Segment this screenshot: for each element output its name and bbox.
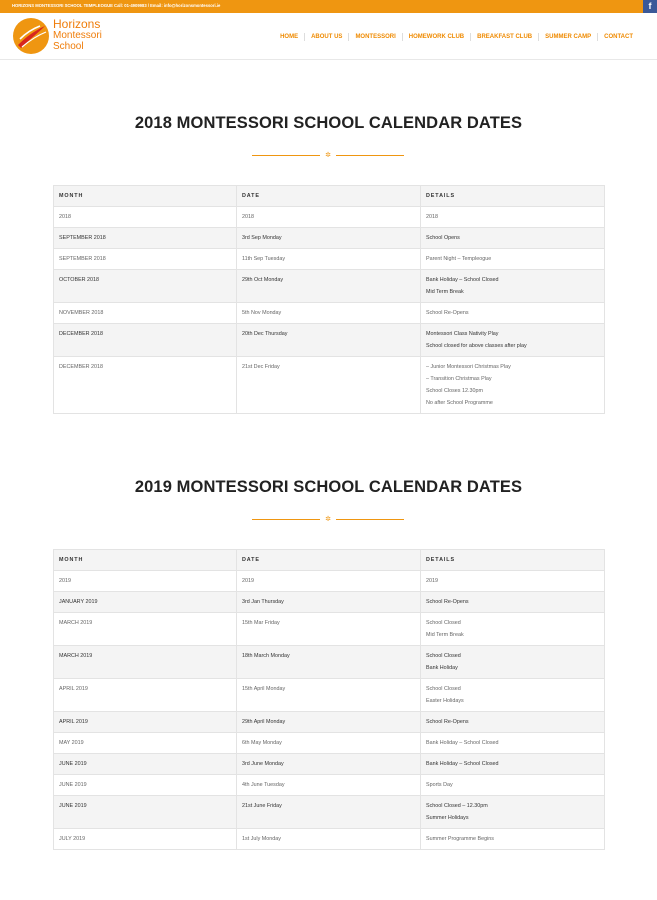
month-cell bbox=[54, 324, 237, 357]
date-cell bbox=[237, 303, 421, 324]
table-row bbox=[54, 270, 605, 303]
month-cell bbox=[54, 679, 237, 712]
date-cell-text: 18th March Monday bbox=[242, 653, 290, 659]
column-header-date: DATE bbox=[237, 186, 421, 207]
date-cell bbox=[237, 207, 421, 228]
month-cell-text: MARCH 2019 bbox=[59, 620, 93, 626]
table-row bbox=[54, 733, 605, 754]
details-cell bbox=[421, 571, 605, 592]
table-row bbox=[54, 228, 605, 249]
logo-line-2: Montessori bbox=[53, 30, 102, 41]
date-cell-text: 3rd June Monday bbox=[242, 761, 284, 767]
details-cell-text: School closed for above classes after play bbox=[426, 343, 527, 349]
facebook-icon[interactable]: f bbox=[643, 0, 657, 13]
month-cell-text: OCTOBER 2018 bbox=[59, 277, 100, 283]
date-cell-text: 5th Nov Monday bbox=[242, 310, 282, 316]
top-bar bbox=[0, 0, 657, 13]
month-cell bbox=[54, 592, 237, 613]
month-cell-text: JULY 2019 bbox=[59, 836, 86, 842]
month-cell bbox=[54, 796, 237, 829]
details-cell bbox=[421, 357, 605, 414]
nav-home[interactable]: HOME bbox=[280, 34, 299, 40]
table-row bbox=[54, 303, 605, 324]
month-cell bbox=[54, 733, 237, 754]
details-cell-text: 2019 bbox=[426, 578, 438, 584]
date-cell bbox=[237, 646, 421, 679]
details-cell bbox=[421, 613, 605, 646]
details-cell-text: School Re-Opens bbox=[426, 310, 469, 316]
section-title-2019: 2019 MONTESSORI SCHOOL CALENDAR DATES bbox=[134, 478, 523, 496]
details-cell-text: – Junior Montessori Christmas Play bbox=[426, 364, 511, 370]
table-row bbox=[54, 754, 605, 775]
date-cell-text: 29th April Monday bbox=[242, 719, 286, 725]
month-cell-text: DECEMBER 2018 bbox=[59, 331, 104, 337]
details-cell bbox=[421, 228, 605, 249]
month-cell-text: JUNE 2019 bbox=[59, 761, 87, 767]
logo-line-3: School bbox=[53, 41, 84, 52]
month-cell-text: APRIL 2019 bbox=[59, 686, 88, 692]
table-row bbox=[54, 249, 605, 270]
date-cell-text: 21st June Friday bbox=[242, 803, 282, 809]
month-cell-text: 2018 bbox=[59, 214, 71, 220]
details-cell-text: School Opens bbox=[426, 235, 460, 241]
date-cell bbox=[237, 357, 421, 414]
details-cell-text: School Re-Opens bbox=[426, 719, 469, 725]
details-cell bbox=[421, 270, 605, 303]
section-title-2018: 2018 MONTESSORI SCHOOL CALENDAR DATES bbox=[134, 114, 523, 132]
details-cell-text: School Closed – 12.30pm bbox=[426, 803, 488, 809]
nav-homework-club[interactable]: HOMEWORK CLUB bbox=[402, 33, 470, 41]
month-cell bbox=[54, 646, 237, 679]
site-header bbox=[0, 13, 657, 60]
logo-line-1: Horizons bbox=[53, 17, 101, 31]
month-cell bbox=[54, 303, 237, 324]
month-cell bbox=[54, 613, 237, 646]
table-row bbox=[54, 207, 605, 228]
details-cell-text: School Closed bbox=[426, 686, 461, 692]
details-cell bbox=[421, 324, 605, 357]
table-row bbox=[54, 646, 605, 679]
month-cell bbox=[54, 571, 237, 592]
date-cell bbox=[237, 270, 421, 303]
table-row bbox=[54, 324, 605, 357]
date-cell bbox=[237, 679, 421, 712]
date-cell bbox=[237, 712, 421, 733]
month-cell-text: NOVEMBER 2018 bbox=[59, 310, 104, 316]
month-cell-text: SEPTEMBER 2018 bbox=[59, 256, 106, 262]
details-cell bbox=[421, 754, 605, 775]
details-cell bbox=[421, 646, 605, 679]
details-cell-text: Bank Holiday – School Closed bbox=[426, 761, 499, 767]
details-cell bbox=[421, 679, 605, 712]
details-cell bbox=[421, 207, 605, 228]
details-cell-text: Sports Day bbox=[426, 782, 453, 788]
date-cell-text: 4th June Tuesday bbox=[242, 782, 285, 788]
column-header-details: DETAILS bbox=[421, 550, 605, 571]
details-cell-text: School Re-Opens bbox=[426, 599, 469, 605]
details-cell-text: Mid Term Break bbox=[426, 289, 464, 295]
month-cell-text: JUNE 2019 bbox=[59, 803, 87, 809]
month-cell-text: 2019 bbox=[59, 578, 71, 584]
date-cell bbox=[237, 829, 421, 850]
table-row bbox=[54, 712, 605, 733]
date-cell-text: 21st Dec Friday bbox=[242, 364, 280, 370]
details-cell-text: Easter Holidays bbox=[426, 698, 464, 704]
date-cell-text: 2018 bbox=[242, 214, 254, 220]
details-cell-text: No after School Programme bbox=[426, 400, 493, 406]
divider-ornament-icon: ✲ bbox=[325, 152, 331, 159]
column-header-date: DATE bbox=[237, 550, 421, 571]
date-cell-text: 11th Sep Tuesday bbox=[242, 256, 286, 262]
details-cell bbox=[421, 829, 605, 850]
details-cell bbox=[421, 249, 605, 270]
month-cell-text: JANUARY 2019 bbox=[59, 599, 98, 605]
month-cell bbox=[54, 270, 237, 303]
date-cell-text: 15th April Monday bbox=[242, 686, 286, 692]
calendar-table-2019 bbox=[53, 549, 605, 850]
calendar-table-2018 bbox=[53, 185, 605, 414]
nav-breakfast-club[interactable]: BREAKFAST CLUB bbox=[470, 33, 538, 41]
month-cell bbox=[54, 754, 237, 775]
date-cell-text: 3rd Jan Thursday bbox=[242, 599, 284, 605]
month-cell-text: MARCH 2019 bbox=[59, 653, 93, 659]
main-nav bbox=[274, 33, 639, 41]
table-row bbox=[54, 796, 605, 829]
table-row bbox=[54, 571, 605, 592]
date-cell bbox=[237, 733, 421, 754]
logo-text[interactable] bbox=[53, 19, 102, 52]
details-cell bbox=[421, 303, 605, 324]
date-cell bbox=[237, 249, 421, 270]
date-cell-text: 20th Dec Thursday bbox=[242, 331, 288, 337]
details-cell-text: Mid Term Break bbox=[426, 632, 464, 638]
details-cell-text: Summer Programme Begins bbox=[426, 836, 495, 842]
details-cell-text: Parent Night – Templeogue bbox=[426, 256, 492, 262]
column-header-details: DETAILS bbox=[421, 186, 605, 207]
table-row bbox=[54, 829, 605, 850]
details-cell-text: School Closed bbox=[426, 653, 461, 659]
date-cell-text: 15th Mar Friday bbox=[242, 620, 280, 626]
details-cell-text: School Closes 12.30pm bbox=[426, 388, 483, 394]
details-cell bbox=[421, 775, 605, 796]
date-cell bbox=[237, 796, 421, 829]
column-header-month: MONTH bbox=[54, 186, 237, 207]
details-cell-text: Bank Holiday bbox=[426, 665, 458, 671]
month-cell-text: MAY 2019 bbox=[59, 740, 84, 746]
details-cell bbox=[421, 712, 605, 733]
date-cell-text: 1st July Monday bbox=[242, 836, 281, 842]
date-cell-text: 2019 bbox=[242, 578, 254, 584]
details-cell-text: Bank Holiday – School Closed bbox=[426, 277, 499, 283]
date-cell bbox=[237, 754, 421, 775]
month-cell bbox=[54, 775, 237, 796]
date-cell-text: 29th Oct Monday bbox=[242, 277, 284, 283]
month-cell bbox=[54, 207, 237, 228]
month-cell-text: APRIL 2019 bbox=[59, 719, 88, 725]
details-cell-text: Summer Holidays bbox=[426, 815, 469, 821]
month-cell-text: JUNE 2019 bbox=[59, 782, 87, 788]
date-cell bbox=[237, 571, 421, 592]
month-cell-text: DECEMBER 2018 bbox=[59, 364, 104, 370]
date-cell bbox=[237, 775, 421, 796]
section-divider bbox=[252, 516, 404, 524]
horizons-logo-icon[interactable] bbox=[12, 17, 50, 55]
nav-montessori[interactable]: MONTESSORI bbox=[348, 33, 401, 41]
date-cell bbox=[237, 324, 421, 357]
table-row bbox=[54, 613, 605, 646]
contact-info: HORIZONS MONTESSORI SCHOOL TEMPLEOGUE Call: 01-4909983 / Email: info@horizonsmontessori.ie bbox=[12, 3, 221, 8]
month-cell bbox=[54, 712, 237, 733]
date-cell-text: 3rd Sep Monday bbox=[242, 235, 282, 241]
details-cell-text: Bank Holiday – School Closed bbox=[426, 740, 499, 746]
details-cell-text: Montessori Class Nativity Play bbox=[426, 331, 499, 337]
column-header-month: MONTH bbox=[54, 550, 237, 571]
details-cell-text: 2018 bbox=[426, 214, 438, 220]
date-cell-text: 6th May Monday bbox=[242, 740, 282, 746]
date-cell bbox=[237, 592, 421, 613]
date-cell bbox=[237, 228, 421, 249]
nav-contact[interactable]: CONTACT bbox=[597, 33, 639, 41]
month-cell bbox=[54, 357, 237, 414]
month-cell bbox=[54, 829, 237, 850]
divider-ornament-icon: ✲ bbox=[325, 516, 331, 523]
nav-summer-camp[interactable]: SUMMER CAMP bbox=[538, 33, 597, 41]
table-row bbox=[54, 775, 605, 796]
month-cell-text: SEPTEMBER 2018 bbox=[59, 235, 106, 241]
month-cell bbox=[54, 249, 237, 270]
details-cell bbox=[421, 796, 605, 829]
month-cell bbox=[54, 228, 237, 249]
details-cell bbox=[421, 733, 605, 754]
details-cell-text: – Transition Christmas Play bbox=[426, 376, 492, 382]
nav-about-us[interactable]: ABOUT US bbox=[304, 33, 348, 41]
section-divider bbox=[252, 152, 404, 160]
details-cell-text: School Closed bbox=[426, 620, 461, 626]
calendar-rows-2018 bbox=[54, 207, 605, 414]
table-row bbox=[54, 592, 605, 613]
table-row bbox=[54, 679, 605, 712]
table-row bbox=[54, 357, 605, 414]
date-cell bbox=[237, 613, 421, 646]
details-cell bbox=[421, 592, 605, 613]
calendar-rows-2019 bbox=[54, 571, 605, 850]
